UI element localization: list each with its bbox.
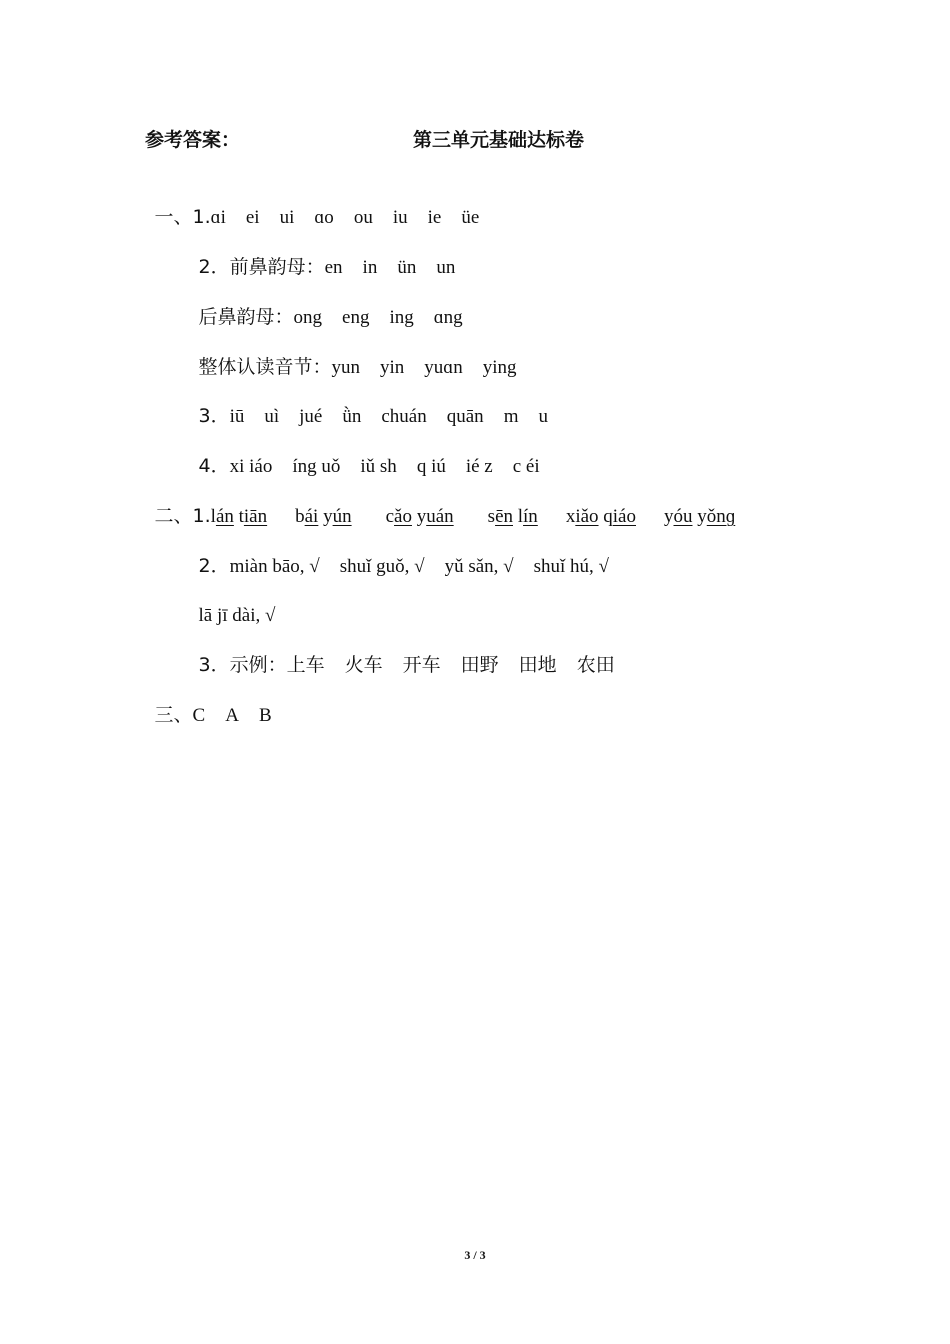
answer-item: 开车 <box>402 654 441 676</box>
answer-item: ɑng <box>433 307 463 328</box>
answer-item: íng uǒ <box>292 456 341 477</box>
answer-item: in <box>362 257 378 278</box>
section1-q2-back-line <box>189 278 463 331</box>
answer-item: u <box>538 406 548 427</box>
answer-item: yin <box>380 357 405 378</box>
answer-item: chuán <box>381 406 427 427</box>
answer-item: quān <box>446 406 484 427</box>
answer-item: miàn bāo, √ <box>229 556 320 577</box>
section1-q2-front-line <box>189 228 455 281</box>
answer-item: 田野 <box>460 654 499 676</box>
answer-item: 田地 <box>518 654 557 676</box>
answer-item: ǜn <box>342 406 362 427</box>
section3-line <box>145 676 272 729</box>
section1-q4-line <box>189 427 540 480</box>
answer-item: eng <box>342 307 370 328</box>
answer-item: ing <box>389 307 414 328</box>
answer-item: üe <box>461 207 480 228</box>
answer-item: jué <box>299 406 323 427</box>
answer-item: ié z <box>465 456 493 477</box>
pinyin-word: sēn lín <box>487 506 538 527</box>
answer-item: yuɑn <box>424 357 463 378</box>
q2-number: 2． <box>198 555 230 577</box>
answer-item: ying <box>482 357 517 378</box>
answer-item: B <box>258 705 272 726</box>
answer-item: 火车 <box>344 654 383 676</box>
answer-item: m <box>503 406 519 427</box>
answer-item: ün <box>397 257 417 278</box>
section1-marker: 一、 <box>154 206 193 228</box>
answer-item: ong <box>293 307 323 328</box>
answer-item: iu <box>392 207 408 228</box>
pinyin-word: lán tiān <box>210 506 268 527</box>
answer-item: iū <box>229 406 245 427</box>
section2-q1-line <box>145 477 735 530</box>
back-nasal-label: 后鼻韵母： <box>198 306 294 328</box>
front-nasal-label: 前鼻韵母： <box>229 256 325 278</box>
answer-item: yun <box>331 357 361 378</box>
answer-item: ie <box>427 207 442 228</box>
section2-q2-line2 <box>189 577 275 629</box>
q4-number: 4． <box>198 455 230 477</box>
pinyin-word: xiǎo qiáo <box>565 506 636 527</box>
q1-number: 1. <box>192 505 211 527</box>
answer-item: uì <box>264 406 280 427</box>
answer-item: yǔ sǎn, √ <box>444 556 514 577</box>
answer-item: C <box>192 705 206 726</box>
answer-item: un <box>436 257 456 278</box>
q2-number: 2． <box>198 256 230 278</box>
answer-item: 农田 <box>576 654 615 676</box>
answer-item: en <box>324 257 343 278</box>
answer-item: lā jī dài, √ <box>198 605 276 626</box>
q1-number: 1. <box>192 206 211 228</box>
q3-number: 3． <box>198 654 230 676</box>
answer-label: 参考答案： <box>145 129 241 151</box>
section3-marker: 三、 <box>154 704 193 726</box>
section1-q2-whole-line <box>189 328 517 381</box>
pinyin-word: yóu yǒnɡ <box>664 506 736 527</box>
page-title: 第三单元基础达标卷 <box>413 129 585 151</box>
q3-number: 3． <box>198 405 230 427</box>
answer-item: ɑo <box>314 207 334 228</box>
answer-item: ui <box>279 207 295 228</box>
pinyin-word: cǎo yuán <box>385 506 454 527</box>
answer-item: xi iáo <box>229 456 273 477</box>
section1-q3-line <box>189 377 548 430</box>
answer-item: ou <box>353 207 373 228</box>
answer-item: ei <box>245 207 260 228</box>
answer-item: c éi <box>512 456 540 477</box>
whole-syllable-label: 整体认读音节： <box>198 356 332 378</box>
answer-item: A <box>225 705 239 726</box>
page-number: 3 / 3 <box>464 1248 486 1262</box>
section2-marker: 二、 <box>154 505 193 527</box>
section2-q3-line <box>189 626 615 679</box>
answer-item: shuǐ hú, √ <box>533 556 609 577</box>
section2-q2-line <box>189 527 609 580</box>
answer-item: iǔ sh <box>360 456 397 477</box>
answer-item: shuǐ guǒ, √ <box>339 556 425 577</box>
answer-item: ɑi <box>210 207 226 228</box>
section1-q1-line <box>145 178 479 231</box>
answer-item: q iú <box>416 456 446 477</box>
answer-item: 上车 <box>286 654 325 676</box>
pinyin-word: bái yún <box>295 506 352 527</box>
example-label: 示例： <box>229 654 287 676</box>
